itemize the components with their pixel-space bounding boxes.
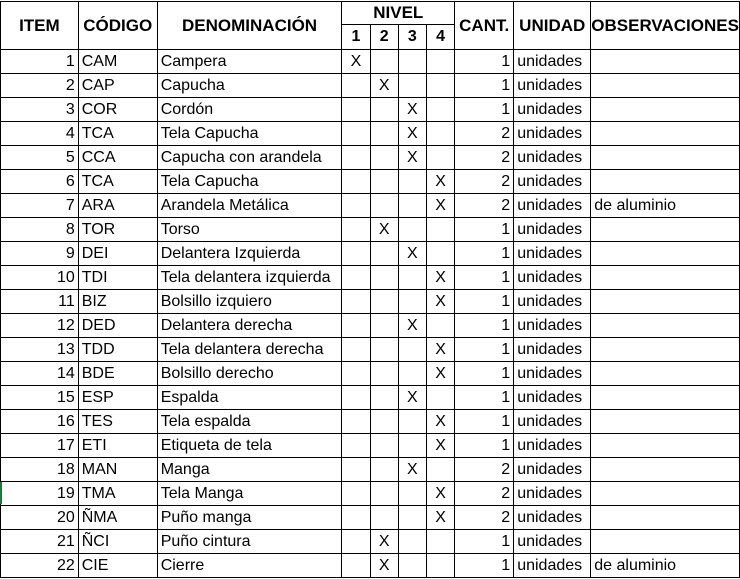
header-cant[interactable]: CANT. xyxy=(455,2,514,50)
nivel-2-cell[interactable] xyxy=(370,362,398,386)
obs-cell[interactable] xyxy=(591,50,740,74)
code-cell[interactable]: ÑMA xyxy=(78,506,157,530)
name-cell[interactable]: Etiqueta de tela xyxy=(157,434,342,458)
qty-cell[interactable]: 1 xyxy=(455,218,514,242)
header-nivel-3[interactable]: 3 xyxy=(398,25,426,50)
unit-cell[interactable]: unidades xyxy=(514,218,591,242)
unit-cell[interactable]: unidades xyxy=(514,122,591,146)
nivel-1-cell[interactable] xyxy=(342,458,370,482)
nivel-4-cell[interactable] xyxy=(426,554,454,578)
nivel-3-cell[interactable] xyxy=(398,266,426,290)
header-denominacion[interactable]: DENOMINACIÓN xyxy=(157,2,342,50)
unit-cell[interactable]: unidades xyxy=(514,434,591,458)
nivel-4-cell[interactable]: X xyxy=(426,170,454,194)
code-cell[interactable]: DED xyxy=(78,314,157,338)
nivel-1-cell[interactable] xyxy=(342,386,370,410)
obs-cell[interactable] xyxy=(591,386,740,410)
nivel-1-cell[interactable] xyxy=(342,98,370,122)
nivel-4-cell[interactable] xyxy=(426,218,454,242)
obs-cell[interactable] xyxy=(591,362,740,386)
code-cell[interactable]: ESP xyxy=(78,386,157,410)
qty-cell[interactable]: 1 xyxy=(455,242,514,266)
obs-cell[interactable] xyxy=(591,242,740,266)
item-cell[interactable]: 8 xyxy=(1,218,79,242)
header-nivel-4[interactable]: 4 xyxy=(426,25,454,50)
item-cell[interactable]: 5 xyxy=(1,146,79,170)
nivel-2-cell[interactable] xyxy=(370,266,398,290)
nivel-3-cell[interactable] xyxy=(398,74,426,98)
nivel-3-cell[interactable]: X xyxy=(398,146,426,170)
obs-cell[interactable] xyxy=(591,218,740,242)
nivel-4-cell[interactable]: X xyxy=(426,338,454,362)
item-cell[interactable]: 9 xyxy=(1,242,79,266)
nivel-3-cell[interactable] xyxy=(398,506,426,530)
table-row xyxy=(1,482,740,506)
item-cell[interactable]: 14 xyxy=(1,362,79,386)
code-cell[interactable]: ÑCI xyxy=(78,530,157,554)
name-cell[interactable]: Puño manga xyxy=(157,506,342,530)
nivel-3-cell[interactable]: X xyxy=(398,314,426,338)
nivel-2-cell[interactable] xyxy=(370,506,398,530)
obs-cell[interactable] xyxy=(591,506,740,530)
nivel-2-cell[interactable] xyxy=(370,434,398,458)
header-nivel-2[interactable]: 2 xyxy=(370,25,398,50)
item-cell[interactable]: 3 xyxy=(1,98,79,122)
item-cell[interactable]: 16 xyxy=(1,410,79,434)
table-row xyxy=(1,290,740,314)
item-cell[interactable]: 19 xyxy=(1,482,79,506)
nivel-3-cell[interactable]: X xyxy=(398,122,426,146)
obs-cell[interactable]: de aluminio xyxy=(591,554,740,578)
nivel-3-cell[interactable]: X xyxy=(398,386,426,410)
unit-cell[interactable]: unidades xyxy=(514,386,591,410)
qty-cell[interactable]: 2 xyxy=(455,170,514,194)
nivel-4-cell[interactable]: X xyxy=(426,194,454,218)
nivel-2-cell[interactable] xyxy=(370,410,398,434)
name-cell[interactable]: Delantera derecha xyxy=(157,314,342,338)
code-cell[interactable]: BDE xyxy=(78,362,157,386)
table-row xyxy=(1,410,740,434)
unit-cell[interactable]: unidades xyxy=(514,482,591,506)
qty-cell[interactable]: 2 xyxy=(455,482,514,506)
nivel-1-cell[interactable] xyxy=(342,434,370,458)
nivel-1-cell[interactable] xyxy=(342,554,370,578)
nivel-3-cell[interactable] xyxy=(398,338,426,362)
nivel-3-cell[interactable] xyxy=(398,410,426,434)
qty-cell[interactable]: 2 xyxy=(455,506,514,530)
table-row xyxy=(1,218,740,242)
obs-cell[interactable] xyxy=(591,314,740,338)
nivel-4-cell[interactable] xyxy=(426,98,454,122)
code-cell[interactable]: TDI xyxy=(78,266,157,290)
nivel-2-cell[interactable] xyxy=(370,338,398,362)
qty-cell[interactable]: 1 xyxy=(455,50,514,74)
qty-cell[interactable]: 1 xyxy=(455,290,514,314)
name-cell[interactable]: Manga xyxy=(157,458,342,482)
nivel-1-cell[interactable] xyxy=(342,170,370,194)
code-cell[interactable]: MAN xyxy=(78,458,157,482)
code-cell[interactable]: CCA xyxy=(78,146,157,170)
name-cell[interactable]: Campera xyxy=(157,50,342,74)
qty-cell[interactable]: 1 xyxy=(455,98,514,122)
nivel-1-cell[interactable] xyxy=(342,338,370,362)
nivel-1-cell[interactable] xyxy=(342,242,370,266)
obs-cell[interactable] xyxy=(591,170,740,194)
qty-cell[interactable]: 1 xyxy=(455,74,514,98)
item-cell[interactable]: 13 xyxy=(1,338,79,362)
nivel-2-cell[interactable] xyxy=(370,50,398,74)
bill-of-materials-table xyxy=(0,1,740,578)
table-row xyxy=(1,194,740,218)
item-cell[interactable]: 20 xyxy=(1,506,79,530)
nivel-1-cell[interactable] xyxy=(342,482,370,506)
obs-cell[interactable] xyxy=(591,530,740,554)
nivel-1-cell[interactable] xyxy=(342,410,370,434)
nivel-1-cell[interactable] xyxy=(342,362,370,386)
obs-cell[interactable] xyxy=(591,98,740,122)
code-cell[interactable]: TDD xyxy=(78,338,157,362)
row-indicator xyxy=(0,482,2,504)
qty-cell[interactable]: 2 xyxy=(455,194,514,218)
nivel-4-cell[interactable] xyxy=(426,242,454,266)
name-cell[interactable]: Tela delantera derecha xyxy=(157,338,342,362)
table-row xyxy=(1,458,740,482)
table-body xyxy=(1,50,740,578)
nivel-1-cell[interactable] xyxy=(342,74,370,98)
name-cell[interactable]: Arandela Metálica xyxy=(157,194,342,218)
obs-cell[interactable] xyxy=(591,266,740,290)
obs-cell[interactable] xyxy=(591,482,740,506)
qty-cell[interactable]: 1 xyxy=(455,530,514,554)
unit-cell[interactable]: unidades xyxy=(514,146,591,170)
nivel-3-cell[interactable] xyxy=(398,530,426,554)
nivel-4-cell[interactable] xyxy=(426,386,454,410)
nivel-2-cell[interactable] xyxy=(370,146,398,170)
unit-cell[interactable]: unidades xyxy=(514,74,591,98)
nivel-4-cell[interactable] xyxy=(426,458,454,482)
table-row xyxy=(1,170,740,194)
obs-cell[interactable] xyxy=(591,458,740,482)
nivel-2-cell[interactable] xyxy=(370,458,398,482)
nivel-1-cell[interactable] xyxy=(342,146,370,170)
nivel-1-cell[interactable]: X xyxy=(342,50,370,74)
nivel-1-cell[interactable] xyxy=(342,530,370,554)
nivel-2-cell[interactable]: X xyxy=(370,218,398,242)
nivel-2-cell[interactable] xyxy=(370,98,398,122)
code-cell[interactable]: TOR xyxy=(78,218,157,242)
qty-cell[interactable]: 1 xyxy=(455,338,514,362)
nivel-1-cell[interactable] xyxy=(342,314,370,338)
item-cell[interactable]: 12 xyxy=(1,314,79,338)
unit-cell[interactable]: unidades xyxy=(514,290,591,314)
code-cell[interactable]: ETI xyxy=(78,434,157,458)
header-codigo[interactable]: CÓDIGO xyxy=(78,2,157,50)
qty-cell[interactable]: 1 xyxy=(455,266,514,290)
unit-cell[interactable]: unidades xyxy=(514,362,591,386)
table-row xyxy=(1,242,740,266)
name-cell[interactable]: Delantera Izquierda xyxy=(157,242,342,266)
nivel-4-cell[interactable] xyxy=(426,314,454,338)
qty-cell[interactable]: 2 xyxy=(455,458,514,482)
qty-cell[interactable]: 1 xyxy=(455,386,514,410)
nivel-4-cell[interactable]: X xyxy=(426,506,454,530)
item-cell[interactable]: 17 xyxy=(1,434,79,458)
qty-cell[interactable]: 1 xyxy=(455,410,514,434)
item-cell[interactable]: 6 xyxy=(1,170,79,194)
table-row xyxy=(1,506,740,530)
nivel-2-cell[interactable] xyxy=(370,314,398,338)
name-cell[interactable]: Tela espalda xyxy=(157,410,342,434)
nivel-4-cell[interactable]: X xyxy=(426,434,454,458)
item-cell[interactable]: 18 xyxy=(1,458,79,482)
nivel-3-cell[interactable] xyxy=(398,362,426,386)
qty-cell[interactable]: 2 xyxy=(455,146,514,170)
table-row xyxy=(1,146,740,170)
name-cell[interactable]: Puño cintura xyxy=(157,530,342,554)
nivel-3-cell[interactable]: X xyxy=(398,242,426,266)
obs-cell[interactable] xyxy=(591,338,740,362)
header-observaciones[interactable]: OBSERVACIONES xyxy=(591,2,740,50)
table-row xyxy=(1,122,740,146)
nivel-3-cell[interactable] xyxy=(398,434,426,458)
nivel-4-cell[interactable]: X xyxy=(426,482,454,506)
table-row xyxy=(1,98,740,122)
obs-cell[interactable] xyxy=(591,290,740,314)
nivel-3-cell[interactable]: X xyxy=(398,98,426,122)
nivel-2-cell[interactable]: X xyxy=(370,530,398,554)
code-cell[interactable]: TCA xyxy=(78,122,157,146)
table-row xyxy=(1,530,740,554)
unit-cell[interactable]: unidades xyxy=(514,530,591,554)
code-cell[interactable]: TCA xyxy=(78,170,157,194)
nivel-3-cell[interactable]: X xyxy=(398,458,426,482)
nivel-3-cell[interactable] xyxy=(398,170,426,194)
nivel-3-cell[interactable] xyxy=(398,290,426,314)
item-cell[interactable]: 10 xyxy=(1,266,79,290)
name-cell[interactable]: Cordón xyxy=(157,98,342,122)
name-cell[interactable]: Capucha xyxy=(157,74,342,98)
table-row xyxy=(1,554,740,578)
code-cell[interactable]: CAM xyxy=(78,50,157,74)
nivel-2-cell[interactable] xyxy=(370,170,398,194)
unit-cell[interactable]: unidades xyxy=(514,314,591,338)
name-cell[interactable]: Tela delantera izquierda xyxy=(157,266,342,290)
unit-cell[interactable]: unidades xyxy=(514,170,591,194)
nivel-3-cell[interactable] xyxy=(398,218,426,242)
code-cell[interactable]: CAP xyxy=(78,74,157,98)
table-row xyxy=(1,386,740,410)
obs-cell[interactable] xyxy=(591,122,740,146)
unit-cell[interactable]: unidades xyxy=(514,242,591,266)
unit-cell[interactable]: unidades xyxy=(514,50,591,74)
nivel-1-cell[interactable] xyxy=(342,266,370,290)
qty-cell[interactable]: 1 xyxy=(455,434,514,458)
obs-cell[interactable] xyxy=(591,434,740,458)
nivel-1-cell[interactable] xyxy=(342,506,370,530)
nivel-4-cell[interactable]: X xyxy=(426,362,454,386)
header-nivel-1[interactable]: 1 xyxy=(342,25,370,50)
obs-cell[interactable] xyxy=(591,74,740,98)
nivel-2-cell[interactable] xyxy=(370,194,398,218)
obs-cell[interactable] xyxy=(591,146,740,170)
name-cell[interactable]: Capucha con arandela xyxy=(157,146,342,170)
item-cell[interactable]: 4 xyxy=(1,122,79,146)
unit-cell[interactable]: unidades xyxy=(514,266,591,290)
qty-cell[interactable]: 1 xyxy=(455,314,514,338)
header-item[interactable]: ITEM xyxy=(1,2,79,50)
name-cell[interactable]: Bolsillo derecho xyxy=(157,362,342,386)
nivel-4-cell[interactable]: X xyxy=(426,410,454,434)
nivel-2-cell[interactable] xyxy=(370,122,398,146)
item-cell[interactable]: 21 xyxy=(1,530,79,554)
unit-cell[interactable]: unidades xyxy=(514,338,591,362)
nivel-2-cell[interactable] xyxy=(370,242,398,266)
table-row xyxy=(1,74,740,98)
unit-cell[interactable]: unidades xyxy=(514,98,591,122)
nivel-4-cell[interactable]: X xyxy=(426,266,454,290)
nivel-3-cell[interactable] xyxy=(398,554,426,578)
item-cell[interactable]: 11 xyxy=(1,290,79,314)
qty-cell[interactable]: 1 xyxy=(455,362,514,386)
obs-cell[interactable]: de aluminio xyxy=(591,194,740,218)
code-cell[interactable]: TES xyxy=(78,410,157,434)
nivel-1-cell[interactable] xyxy=(342,122,370,146)
name-cell[interactable]: Tela Capucha xyxy=(157,170,342,194)
nivel-4-cell[interactable]: X xyxy=(426,290,454,314)
code-cell[interactable]: BIZ xyxy=(78,290,157,314)
code-cell[interactable]: COR xyxy=(78,98,157,122)
unit-cell[interactable]: unidades xyxy=(514,506,591,530)
header-nivel[interactable]: NIVEL xyxy=(342,2,455,25)
item-cell[interactable]: 1 xyxy=(1,50,79,74)
code-cell[interactable]: TMA xyxy=(78,482,157,506)
name-cell[interactable]: Tela Manga xyxy=(157,482,342,506)
code-cell[interactable]: ARA xyxy=(78,194,157,218)
nivel-3-cell[interactable] xyxy=(398,482,426,506)
name-cell[interactable]: Tela Capucha xyxy=(157,122,342,146)
item-cell[interactable]: 15 xyxy=(1,386,79,410)
name-cell[interactable]: Espalda xyxy=(157,386,342,410)
nivel-2-cell[interactable]: X xyxy=(370,554,398,578)
table-row xyxy=(1,434,740,458)
table-row xyxy=(1,50,740,74)
nivel-4-cell[interactable] xyxy=(426,50,454,74)
unit-cell[interactable]: unidades xyxy=(514,554,591,578)
obs-cell[interactable] xyxy=(591,410,740,434)
name-cell[interactable]: Cierre xyxy=(157,554,342,578)
nivel-4-cell[interactable] xyxy=(426,530,454,554)
table-row xyxy=(1,266,740,290)
nivel-2-cell[interactable] xyxy=(370,482,398,506)
item-cell[interactable]: 7 xyxy=(1,194,79,218)
header-unidad[interactable]: UNIDAD xyxy=(514,2,591,50)
code-cell[interactable]: CIE xyxy=(78,554,157,578)
code-cell[interactable]: DEI xyxy=(78,242,157,266)
nivel-2-cell[interactable] xyxy=(370,290,398,314)
name-cell[interactable]: Torso xyxy=(157,218,342,242)
nivel-4-cell[interactable] xyxy=(426,122,454,146)
table-row xyxy=(1,314,740,338)
nivel-3-cell[interactable] xyxy=(398,194,426,218)
qty-cell[interactable]: 2 xyxy=(455,122,514,146)
nivel-2-cell[interactable]: X xyxy=(370,74,398,98)
nivel-1-cell[interactable] xyxy=(342,194,370,218)
nivel-4-cell[interactable] xyxy=(426,74,454,98)
table-row xyxy=(1,362,740,386)
unit-cell[interactable]: unidades xyxy=(514,194,591,218)
item-cell[interactable]: 2 xyxy=(1,74,79,98)
unit-cell[interactable]: unidades xyxy=(514,458,591,482)
nivel-2-cell[interactable] xyxy=(370,386,398,410)
name-cell[interactable]: Bolsillo izquiero xyxy=(157,290,342,314)
nivel-3-cell[interactable] xyxy=(398,50,426,74)
nivel-1-cell[interactable] xyxy=(342,218,370,242)
table-row xyxy=(1,338,740,362)
item-cell[interactable]: 22 xyxy=(1,554,79,578)
nivel-4-cell[interactable] xyxy=(426,146,454,170)
header-row xyxy=(1,2,740,25)
qty-cell[interactable]: 1 xyxy=(455,554,514,578)
unit-cell[interactable]: unidades xyxy=(514,410,591,434)
nivel-1-cell[interactable] xyxy=(342,290,370,314)
